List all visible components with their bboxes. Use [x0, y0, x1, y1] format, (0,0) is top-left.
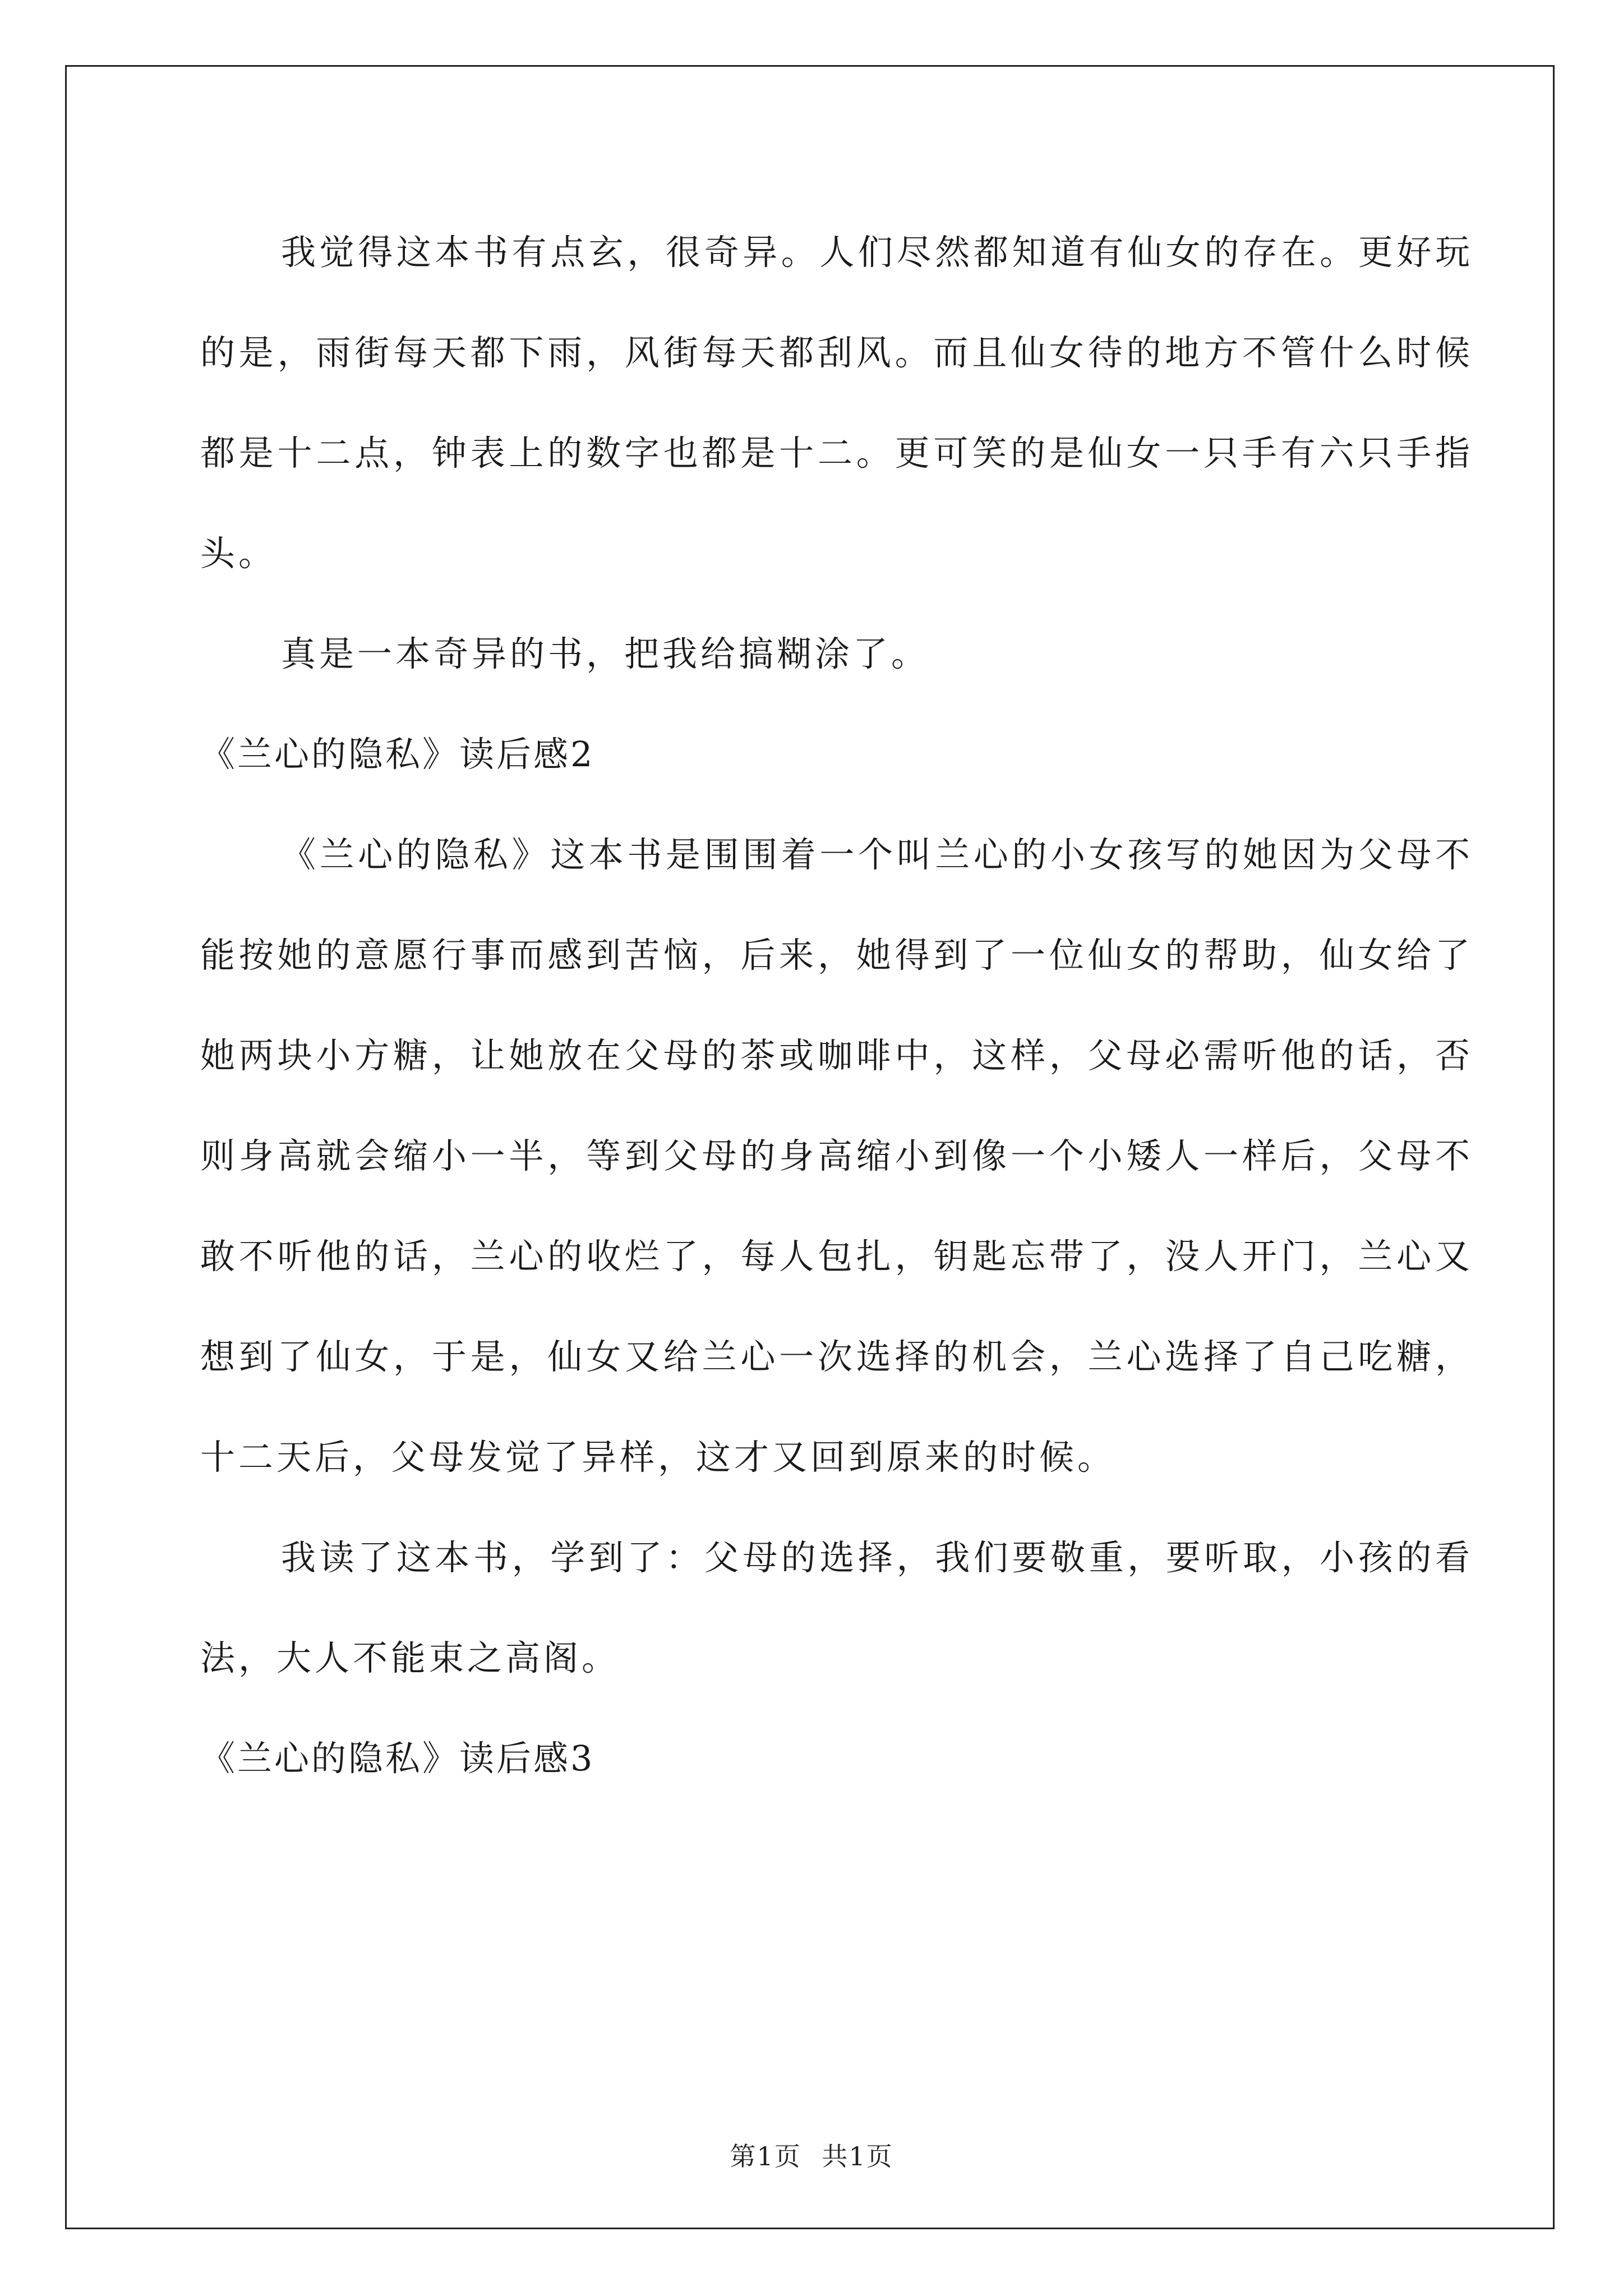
document-body: [200, 202, 1473, 1809]
paragraph-confusing-book: 真是一本奇异的书，把我给搞糊涂了。: [281, 633, 930, 674]
paragraph-lesson: 我读了这本书，学到了：父母的选择，我们要敬重，要听取，小孩的看法，大人不能束之高阁。: [200, 1537, 1473, 1678]
page-footer: [0, 2136, 1623, 2173]
page-total: 共1页: [822, 2141, 893, 2171]
paragraph-fairy-world: 我觉得这本书有点玄，很奇异。人们尽然都知道有仙女的存在。更好玩的是，雨街每天都下雨，风街每天都刮风。而且仙女待的地方不管什么时候都是十二点，钟表上的数字也都是十二。更可笑的是仙女一只手有六只手指头。: [200, 232, 1473, 574]
paragraph-story-summary: 《兰心的隐私》这本书是围围着一个叫兰心的小女孩写的她因为父母不能按她的意愿行事而感到苦恼，后来，她得到了一位仙女的帮助，仙女给了她两块小方糖，让她放在父母的茶或咖啡中，这样，父母必需听他的话，否则身高就会缩小一半，等到父母的身高缩小到像一个小矮人一样后，父母不敢不听他的话，兰心的收烂了，每人包扎，钥匙忘带了，没人开门，兰心又想到了仙女，于是，仙女又给兰心一次选择的机会，兰心选择了自己吃糖，十二天后，父母发觉了异样，这才又回到原来的时候。: [200, 834, 1473, 1478]
section-heading-3: 《兰心的隐私》读后感3: [200, 1738, 595, 1779]
section-heading-2: 《兰心的隐私》读后感2: [200, 734, 595, 775]
page-number: 第1页: [730, 2141, 801, 2171]
